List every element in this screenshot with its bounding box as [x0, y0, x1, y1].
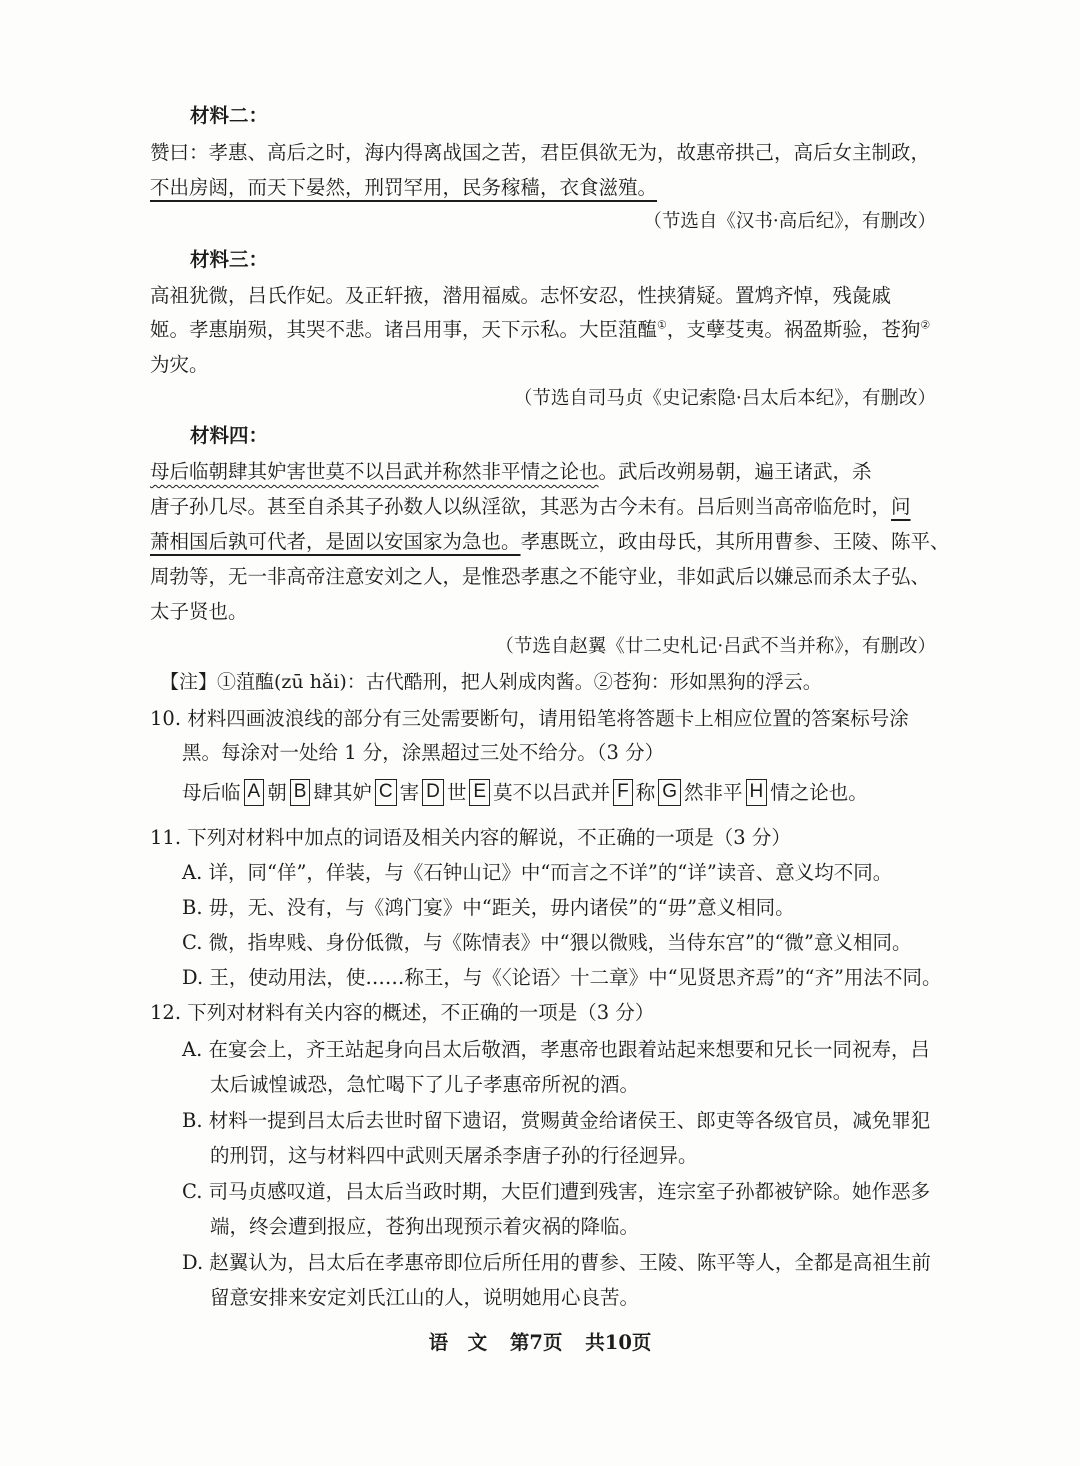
q10-segment: 莫不以吕武并	[493, 780, 611, 804]
material4-line3-rest: 孝惠既立，政由母氏，其所用曹参、王陵、陈平、	[520, 530, 950, 553]
q10-segment: 然非平	[684, 780, 743, 804]
material4-source: （节选自赵翼《廿二史札记·吕武不当并称》，有删改）	[495, 636, 936, 657]
q11-option-a[interactable]: A. 详，同“佯”，佯装，与《石钟山记》中“而言之不详”的“详”读音、意义均不同。	[182, 861, 893, 884]
material4-line3-underlined: 萧相国后孰可代者，是固以安国家为急也。	[150, 530, 521, 553]
q10-box-g[interactable]: G	[658, 779, 681, 806]
q11-option-d[interactable]: D. 王，使动用法，使……称王，与《〈论语〉十二章》中“见贤思齐焉”的“齐”用法不同。	[182, 966, 942, 989]
q10-segment: 母后临	[182, 780, 241, 804]
material2-line2	[150, 178, 940, 198]
q11-stem: 11. 下列对材料中加点的词语及相关内容的解说，不正确的一项是（3 分）	[150, 826, 791, 849]
q10-segment: 害	[399, 780, 420, 804]
material4-line1-rest: 。武后改朔易朝，遍王诸武，杀	[598, 460, 872, 483]
q12-option-a-line2: 太后诚惶诚恐，急忙喝下了儿子孝惠帝所祝的酒。	[210, 1073, 640, 1096]
q12-option-c-line1[interactable]: C. 司马贞感叹道，吕太后当政时期，大臣们遭到残害，连宗室子孙都被铲除。她作恶多	[182, 1180, 931, 1203]
q10-segment: 情之论也。	[770, 780, 868, 804]
q12-option-c-line2: 端，终会遭到报应，苍狗出现预示着灾祸的降临。	[210, 1215, 640, 1238]
material3-heading: 材料三：	[190, 248, 269, 271]
material4-line1	[150, 462, 940, 482]
material3-line1: 高祖犹微，吕氏作妃。及正轩掖，潜用福威。志怀安忍，性挟猜疑。置鸩齐悼，残彘戚	[150, 284, 892, 307]
material2-source: （节选自《汉书·高后纪》，有删改）	[643, 211, 936, 232]
q10-line2: 黑。每涂对一处给 1 分，涂黑超过三处不给分。（3 分）	[182, 741, 665, 764]
q12-stem: 12. 下列对材料有关内容的概述，不正确的一项是（3 分）	[150, 1001, 655, 1024]
q10-box-d[interactable]: D	[422, 779, 444, 806]
material3-line2	[150, 320, 940, 340]
material2-heading: 材料二：	[190, 104, 269, 127]
q10-segment: 肆其妒	[313, 780, 372, 804]
q10-line1: 10. 材料四画波浪线的部分有三处需要断句，请用铅笔将答题卡上相应位置的答案标号涂	[150, 707, 909, 730]
q10-box-a[interactable]: A	[244, 779, 265, 806]
material2-line1: 赞曰：孝惠、高后之时，海内得离战国之苦，君臣俱欲无为，故惠帝拱己，高后女主制政，	[150, 141, 931, 164]
footnotes: 【注】①菹醢(zū hǎi)：古代酷刑，把人剁成肉酱。②苍狗：形如黑狗的浮云。	[160, 671, 822, 693]
material4-line5: 太子贤也。	[150, 600, 248, 623]
q10-segment: 朝	[267, 780, 287, 804]
material4-line3	[150, 530, 950, 553]
material4-heading: 材料四：	[190, 424, 269, 447]
material3-line2b: ，支孽芟夷。祸盈斯验，苍狗	[666, 318, 921, 341]
q12-option-d-line2: 留意安排来安定刘氏江山的人，说明她用心良苦。	[210, 1286, 640, 1309]
q10-box-c[interactable]: C	[375, 779, 397, 806]
material4-line4: 周勃等，无一非高帝注意安刘之人，是惟恐孝惠之不能守业，非如武后以嫌忌而杀太子弘、	[150, 565, 931, 588]
q11-option-b[interactable]: B. 毋，无、没有，与《鸿门宴》中“距关，毋内诸侯”的“毋”意义相同。	[182, 896, 795, 919]
page-footer	[0, 1333, 1080, 1353]
q10-box-e[interactable]: E	[469, 779, 490, 806]
q12-option-b-line1[interactable]: B. 材料一提到吕太后去世时留下遗诏，赏赐黄金给诸侯王、郎吏等各级官员，减免罪犯	[182, 1109, 931, 1132]
footer-total-pages: 共10页	[585, 1331, 652, 1354]
material4-line2-underlined: 问	[891, 495, 911, 518]
q12-option-a-line1[interactable]: A. 在宴会上，齐王站起身向吕太后敬酒，孝惠帝也跟着站起来想要和兄长一同祝寿，吕	[182, 1038, 930, 1061]
material3-line3: 为灾。	[150, 353, 209, 376]
footer-subject: 语 文	[428, 1331, 488, 1354]
material4-line2	[150, 497, 940, 517]
wavy-underlined-passage: 母后临朝肆其妒害世莫不以吕武并称然非平情之论也	[150, 460, 599, 483]
q10-answer-row	[182, 779, 868, 806]
footer-page-number: 第7页	[509, 1331, 563, 1354]
q10-segment: 世	[446, 780, 467, 804]
q10-segment: 称	[635, 780, 656, 804]
q10-box-f[interactable]: F	[613, 779, 633, 806]
footnote-ref-2: ②	[920, 318, 931, 332]
material3-source: （节选自司马贞《史记索隐·吕太后本纪》，有删改）	[513, 388, 936, 409]
q10-box-h[interactable]: H	[746, 779, 768, 806]
q12-option-b-line2: 的刑罚，这与材料四中武则天屠杀李唐子孙的行径迥异。	[210, 1144, 698, 1167]
material2-underlined-sentence: 不出房闼，而天下晏然，刑罚罕用，民务稼穑，衣食滋殖。	[150, 176, 658, 199]
material3-line2a: 姬。孝惠崩殒，其哭不悲。诸吕用事，天下示私。大臣菹醢	[150, 318, 658, 341]
q11-option-c[interactable]: C. 微，指卑贱、身份低微，与《陈情表》中“猥以微贱，当侍东宫”的“微”意义相同。	[182, 931, 912, 954]
q10-box-b[interactable]: B	[290, 779, 311, 806]
material4-line2-plain: 唐子孙几尽。甚至自杀其子孙数人以纵淫欲，其恶为古今未有。吕后则当高帝临危时，	[150, 495, 892, 518]
q12-option-d-line1[interactable]: D. 赵翼认为，吕太后在孝惠帝即位后所任用的曹参、王陵、陈平等人，全都是高祖生前	[182, 1251, 931, 1274]
footnote-ref-1: ①	[657, 318, 667, 332]
